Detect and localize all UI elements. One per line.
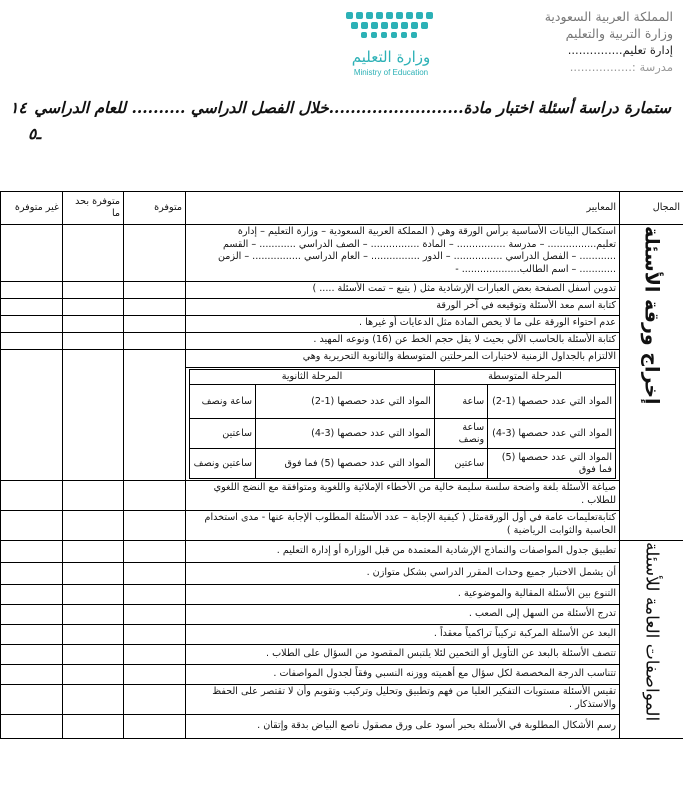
check-cell-not-available[interactable] bbox=[1, 511, 63, 541]
header-partly: متوفرة بحد ما bbox=[63, 192, 124, 225]
table-row bbox=[1, 605, 683, 625]
form-title-year-suffix: ـ٥ bbox=[28, 124, 41, 143]
section-area-cell bbox=[620, 541, 683, 739]
check-cell-not-available[interactable] bbox=[1, 299, 63, 316]
criterion-text: عدم احتواء الورقة على ما لا يخص المادة مثل الدعايات أو غيرها . bbox=[186, 316, 620, 333]
criterion-text: تتصف الأسئلة بالبعد عن التأويل أو التخمين لئلا يلتبس المقصود من السؤال على الطلاب . bbox=[186, 645, 620, 665]
check-cell-available[interactable] bbox=[124, 282, 186, 299]
logo-text: وزارة التعليم bbox=[351, 48, 431, 66]
header-available: متوفرة bbox=[124, 192, 186, 225]
check-cell-partly[interactable] bbox=[63, 225, 124, 282]
check-cell-not-available[interactable] bbox=[1, 316, 63, 333]
table-header-row bbox=[1, 192, 683, 225]
check-cell-partly[interactable] bbox=[63, 299, 124, 316]
check-cell-available[interactable] bbox=[124, 541, 186, 563]
check-cell-available[interactable] bbox=[124, 585, 186, 605]
criteria-table bbox=[0, 191, 683, 739]
form-title: ستمارة دراسة أسئلة اختبار مادة.........................خلال الفصل الدراسي .......... للعام الدراسي bbox=[34, 98, 671, 117]
check-cell-partly[interactable] bbox=[63, 333, 124, 350]
criterion-text: استكمال البيانات الأساسية برأس الورقة وهي ( المملكة العربية السعودية – وزارة التعليم – إدارة تعليم................ – مدرسة ................ – المادة ................ – الصف الدراسي ............ – القسم ............ – الفصل الدراسي ................ – الدور ................ – العام الدراسي ................ – الزمن ............ – اسم الطالب................... - bbox=[186, 225, 620, 282]
check-cell-available[interactable] bbox=[124, 715, 186, 739]
table-row bbox=[1, 282, 683, 299]
header-area: المجال bbox=[620, 192, 683, 225]
check-cell-partly[interactable] bbox=[63, 541, 124, 563]
criterion-text: تدرج الأسئلة من السهل إلى الصعب . bbox=[186, 605, 620, 625]
check-cell-partly[interactable] bbox=[63, 511, 124, 541]
schedule-subject: المواد التي عدد حصصها (1-2) bbox=[488, 385, 616, 419]
criterion-text: كتابة اسم معد الأسئلة وتوقيعه في آخر الورقة bbox=[186, 299, 620, 316]
table-row bbox=[1, 316, 683, 333]
header-not-available: غير متوفرة bbox=[1, 192, 63, 225]
schedule-cell bbox=[186, 368, 620, 481]
table-row bbox=[1, 350, 683, 368]
criterion-text: تدوين أسفل الصفحة بعض العبارات الإرشادية مثل ( يتبع – تمت الأسئلة ..... ) bbox=[186, 282, 620, 299]
schedule-header-secondary: المرحلة الثانوية bbox=[190, 370, 435, 385]
schedule-time: ساعة ونصف bbox=[190, 385, 256, 419]
schedule-table bbox=[189, 369, 616, 479]
check-cell-not-available[interactable] bbox=[1, 585, 63, 605]
check-cell-partly[interactable] bbox=[63, 685, 124, 715]
schedule-subject: المواد التي عدد حصصها (5) فما فوق bbox=[488, 449, 616, 479]
check-cell-not-available[interactable] bbox=[1, 225, 63, 282]
check-cell-available[interactable] bbox=[124, 563, 186, 585]
check-cell-available[interactable] bbox=[124, 685, 186, 715]
check-cell-not-available[interactable] bbox=[1, 685, 63, 715]
table-row bbox=[1, 225, 683, 282]
section-area-cell bbox=[620, 225, 683, 541]
page-header bbox=[0, 0, 683, 90]
check-cell-partly[interactable] bbox=[63, 625, 124, 645]
check-cell-not-available[interactable] bbox=[1, 715, 63, 739]
criterion-text: تقيس الأسئلة مستويات التفكير العليا من فهم وتطبيق وتحليل وتركيب وتقويم وأن لا تقتصر على الحفظ والاستذكار . bbox=[186, 685, 620, 715]
check-cell-not-available[interactable] bbox=[1, 541, 63, 563]
ministry-line: مدرسة :................. bbox=[569, 60, 673, 74]
check-cell-not-available[interactable] bbox=[1, 665, 63, 685]
schedule-time: ساعتين bbox=[190, 419, 256, 449]
check-cell-partly[interactable] bbox=[63, 715, 124, 739]
ministry-logo bbox=[336, 8, 446, 78]
schedule-time: ساعتين bbox=[434, 449, 487, 479]
check-cell-partly[interactable] bbox=[63, 350, 124, 481]
check-cell-available[interactable] bbox=[124, 333, 186, 350]
check-cell-partly[interactable] bbox=[63, 481, 124, 511]
table-row bbox=[1, 333, 683, 350]
criterion-text: البعد عن الأسئلة المركبة تركيباً تراكمياً معقداً . bbox=[186, 625, 620, 645]
table-row bbox=[1, 715, 683, 739]
criterion-text: صياغة الأسئلة بلغة واضحة سلسة سليمة خالية من الأخطاء الإملائية واللغوية ومتوافقة مع النضج اللغوي للطلاب . bbox=[186, 481, 620, 511]
table-row bbox=[1, 481, 683, 511]
schedule-subject: المواد التي عدد حصصها (5) فما فوق bbox=[256, 449, 435, 479]
check-cell-available[interactable] bbox=[124, 511, 186, 541]
check-cell-available[interactable] bbox=[124, 299, 186, 316]
table-row bbox=[1, 685, 683, 715]
table-row bbox=[1, 585, 683, 605]
check-cell-partly[interactable] bbox=[63, 665, 124, 685]
table-row bbox=[1, 541, 683, 563]
logo-dots-icon bbox=[336, 8, 446, 48]
criterion-text: كتابةتعليمات عامة في أول الورقةمثل ( كيفية الإجابة – عدد الأسئلة المطلوب الإجابة عنها - مدى استخدام الحاسبة والثوابت الرياضية ) bbox=[186, 511, 620, 541]
schedule-subject: المواد التي عدد حصصها (3-4) bbox=[488, 419, 616, 449]
section-title: المواصفات العامة للأسئلة bbox=[641, 542, 662, 722]
ministry-line: إدارة تعليم............... bbox=[567, 43, 673, 57]
criterion-text: كتابة الأسئلة بالحاسب الآلي بحيث لا يقل حجم الخط عن (16) ونوعه المهيد . bbox=[186, 333, 620, 350]
check-cell-not-available[interactable] bbox=[1, 282, 63, 299]
check-cell-partly[interactable] bbox=[63, 282, 124, 299]
criterion-text: الالتزام بالجداول الزمنية لاختبارات المرحلتين المتوسطة والثانوية التحريرية وهي bbox=[186, 350, 620, 368]
check-cell-available[interactable] bbox=[124, 665, 186, 685]
table-row bbox=[1, 625, 683, 645]
check-cell-available[interactable] bbox=[124, 350, 186, 481]
criterion-text: رسم الأشكال المطلوبة في الأسئلة بحبر أسود على ورق مصقول ناصع البياض بدقة وإتقان . bbox=[186, 715, 620, 739]
check-cell-partly[interactable] bbox=[63, 316, 124, 333]
table-row bbox=[1, 665, 683, 685]
schedule-time: ساعة ونصف bbox=[434, 419, 487, 449]
schedule-header-middle: المرحلة المتوسطة bbox=[434, 370, 615, 385]
check-cell-not-available[interactable] bbox=[1, 645, 63, 665]
header-criteria: المعايير bbox=[186, 192, 620, 225]
form-title-year: ١٤ bbox=[10, 98, 27, 117]
criterion-text: تطبيق جدول المواصفات والنماذج الإرشادية المعتمدة من قبل الوزارة أو إدارة التعليم . bbox=[186, 541, 620, 563]
check-cell-available[interactable] bbox=[124, 625, 186, 645]
check-cell-not-available[interactable] bbox=[1, 333, 63, 350]
section-title: إخراج ورقة الأسئلة bbox=[640, 226, 663, 405]
check-cell-available[interactable] bbox=[124, 605, 186, 625]
check-cell-not-available[interactable] bbox=[1, 605, 63, 625]
table-row bbox=[1, 563, 683, 585]
ministry-line: المملكة العربية السعودية bbox=[544, 9, 673, 24]
table-row bbox=[1, 299, 683, 316]
schedule-time: ساعة bbox=[434, 385, 487, 419]
schedule-subject: المواد التي عدد حصصها (3-4) bbox=[256, 419, 435, 449]
check-cell-not-available[interactable] bbox=[1, 563, 63, 585]
check-cell-available[interactable] bbox=[124, 645, 186, 665]
ministry-info bbox=[513, 8, 673, 76]
table-row bbox=[1, 511, 683, 541]
ministry-line: وزارة التربية والتعليم bbox=[565, 26, 673, 41]
criterion-text: أن يشمل الاختبار جميع وحدات المقرر الدراسي بشكل متوازن . bbox=[186, 563, 620, 585]
criterion-text: تتناسب الدرجة المخصصة لكل سؤال مع أهميته ووزنه النسبي وفقاً لجدول المواصفات . bbox=[186, 665, 620, 685]
check-cell-available[interactable] bbox=[124, 225, 186, 282]
check-cell-partly[interactable] bbox=[63, 563, 124, 585]
check-cell-not-available[interactable] bbox=[1, 350, 63, 481]
schedule-time: ساعتين ونصف bbox=[190, 449, 256, 479]
criterion-text: التنوع بين الأسئلة المقالية والموضوعية . bbox=[186, 585, 620, 605]
check-cell-partly[interactable] bbox=[63, 645, 124, 665]
check-cell-partly[interactable] bbox=[63, 585, 124, 605]
logo-subtitle: Ministry of Education bbox=[353, 68, 429, 77]
check-cell-available[interactable] bbox=[124, 481, 186, 511]
check-cell-available[interactable] bbox=[124, 316, 186, 333]
check-cell-partly[interactable] bbox=[63, 605, 124, 625]
schedule-subject: المواد التي عدد حصصها (1-2) bbox=[256, 385, 435, 419]
table-row bbox=[1, 645, 683, 665]
check-cell-not-available[interactable] bbox=[1, 481, 63, 511]
check-cell-not-available[interactable] bbox=[1, 625, 63, 645]
